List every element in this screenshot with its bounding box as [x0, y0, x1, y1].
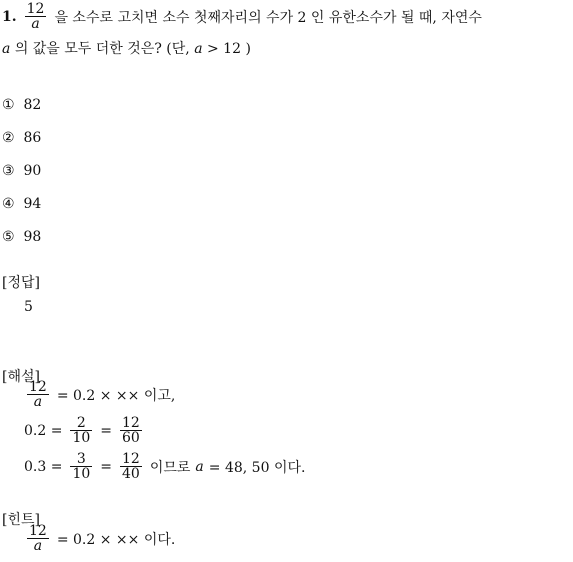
explanation-fraction: [120, 416, 142, 445]
explanation-heading: [해설]: [2, 369, 40, 385]
explanation-line-1: [24, 380, 175, 409]
equals-sign: =: [100, 422, 113, 439]
choice-1[interactable]: [2, 97, 41, 113]
choice-value: 90: [23, 163, 42, 179]
question-text: 을 소수로 고치면 소수 첫째자리의 수가 2 인 유한소수가 될 때, 자연수: [54, 9, 482, 26]
fraction-numerator: 2: [76, 415, 86, 431]
hint-fraction: [27, 524, 49, 553]
explanation-tail-post: = 48, 50 이다.: [208, 459, 306, 476]
question-line-2: [2, 38, 251, 58]
fraction-numerator: 3: [76, 451, 86, 467]
choice-4[interactable]: [2, 196, 41, 212]
choice-marker: ②: [2, 130, 15, 146]
condition-variable: a: [194, 41, 203, 57]
fraction-denominator: 40: [122, 466, 140, 482]
fraction-numerator: 12: [29, 523, 47, 539]
answer-value: 5: [24, 299, 33, 315]
explanation-lhs: 0.2 =: [24, 422, 63, 439]
explanation-line-2: [24, 416, 145, 445]
choice-marker: ④: [2, 196, 15, 212]
question-variable: a: [2, 41, 11, 57]
choice-value: 98: [23, 229, 42, 245]
fraction-denominator: a: [27, 394, 49, 409]
condition-text: > 12 ): [207, 41, 251, 57]
question-line-1: [2, 2, 482, 31]
fraction-numerator: 12: [26, 1, 45, 17]
question-text-2: 의 값을 모두 더한 것은? (단,: [14, 41, 190, 57]
fraction-denominator: 60: [122, 430, 140, 446]
explanation-rhs: = 0.2 × ×× 이고,: [56, 387, 176, 404]
choice-3[interactable]: [2, 163, 41, 179]
explanation-fraction: [70, 452, 92, 481]
explanation-fraction: [27, 380, 49, 409]
explanation-tail-variable: a: [195, 458, 204, 475]
fraction-denominator: 10: [72, 466, 91, 482]
choice-5[interactable]: [2, 229, 41, 245]
fraction-denominator: 10: [72, 430, 91, 446]
fraction-numerator: 12: [29, 379, 47, 395]
answer-heading: [정답]: [2, 275, 40, 291]
hint-heading: [힌트]: [2, 512, 40, 528]
question-fraction: [25, 2, 47, 31]
fraction-denominator: a: [27, 538, 49, 553]
choice-2[interactable]: [2, 130, 41, 146]
choice-value: 86: [23, 130, 42, 146]
fraction-denominator: a: [25, 16, 47, 31]
equals-sign: =: [100, 458, 113, 475]
explanation-line-3: [24, 452, 305, 481]
fraction-numerator: 12: [122, 451, 140, 467]
choice-marker: ①: [2, 97, 15, 113]
explanation-lhs: 0.3 =: [24, 458, 63, 475]
choice-marker: ⑤: [2, 229, 15, 245]
explanation-tail-pre: 이므로: [149, 459, 191, 476]
explanation-fraction: [120, 452, 142, 481]
explanation-fraction: [70, 416, 92, 445]
choice-marker: ③: [2, 163, 15, 179]
question-number: 1.: [2, 8, 17, 25]
choice-value: 82: [23, 97, 42, 113]
hint-line: [24, 524, 175, 553]
fraction-numerator: 12: [122, 415, 140, 431]
hint-rhs: = 0.2 × ×× 이다.: [56, 531, 176, 548]
choice-value: 94: [23, 196, 42, 212]
